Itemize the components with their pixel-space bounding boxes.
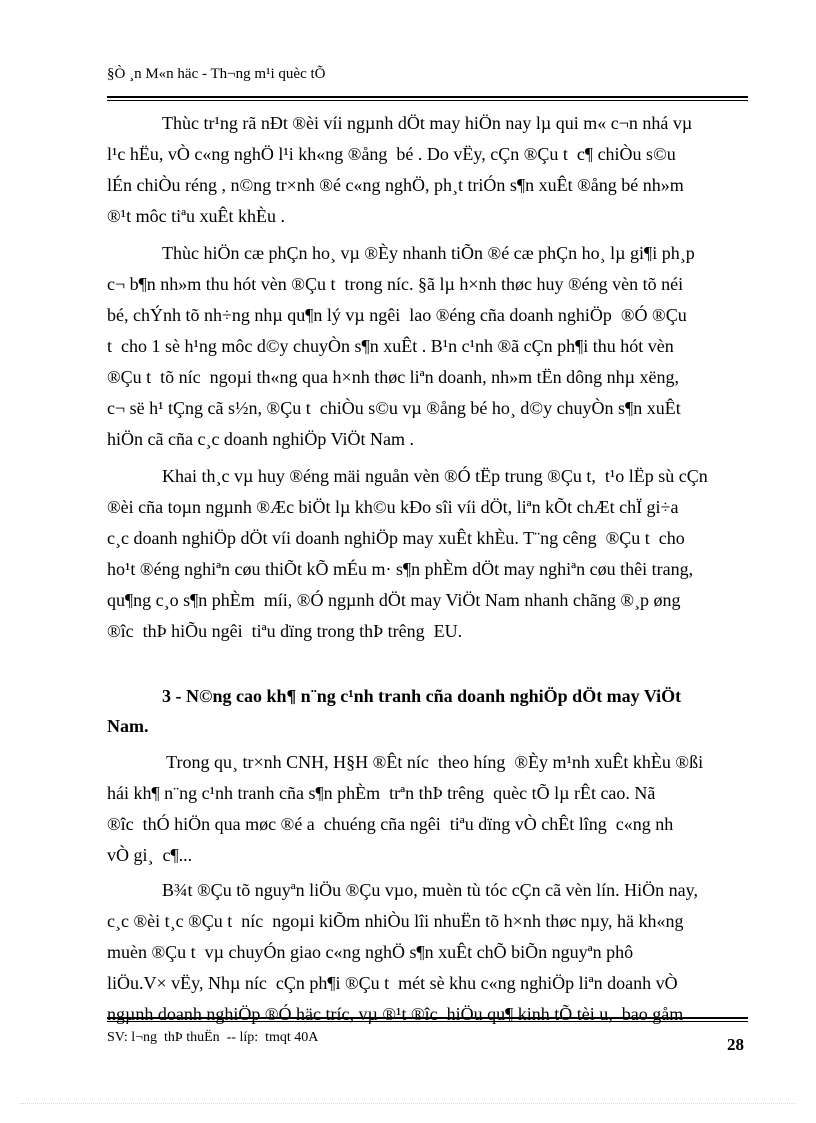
footer-student-info: SV: l¬ng thÞ thuËn -- líp: tmqt 40A bbox=[107, 1030, 319, 1045]
text-line: B¾t ®Çu tõ nguyªn liÖu ®Çu vµo, muèn tù tóc cÇn cã vèn lín. HiÖn nay, bbox=[162, 880, 698, 900]
text-line: Khai th¸c vµ huy ®éng mäi nguån vèn ®Ó tËp trung ®Çu t, t¹o lËp sù cÇn bbox=[162, 466, 708, 486]
text-line: bé, chÝnh tõ nh÷ng nhµ qu¶n lý vµ ngêi lao ®éng cña doanh nghiÖp ®Ó ®Çu bbox=[107, 305, 687, 325]
text-line: Trong qu¸ tr×nh CNH, H§H ®Êt níc theo híng ®Èy m¹nh xuÊt khÈu ®ßi bbox=[162, 752, 704, 772]
page-header: §Ò ¸n M«n häc - Th¬ng m¹i quèc tÕ bbox=[107, 66, 326, 82]
footer-rule bbox=[107, 1017, 748, 1022]
text-line: ®èi cña toµn ngµnh ®Æc biÖt lµ kh©u kÐo sîi víi dÖt, liªn kÕt chÆt chÏ gi÷a bbox=[107, 497, 679, 517]
text-line: hái kh¶ n¨ng c¹nh tranh cña s¶n phÈm trªn thÞ trêng quèc tÕ lµ rÊt cao. Nã bbox=[107, 783, 656, 803]
text-line: Thùc hiÖn cæ phÇn ho¸ vµ ®Èy nhanh tiÕn ®é cæ phÇn ho¸ lµ gi¶i ph¸p bbox=[162, 243, 695, 263]
text-line: c¸c ®èi t¸c ®Çu t níc ngoµi kiÕm nhiÒu lîi nhuËn tõ h×nh thøc nµy, hä kh«ng bbox=[107, 911, 684, 931]
text-line: ®îc thÞ hiÕu ngêi tiªu dïng trong thÞ trêng EU. bbox=[107, 621, 463, 641]
text-line: lÉn chiÒu réng , n©ng tr×nh ®é c«ng nghÖ, ph¸t triÓn s¶n xuÊt ®ång bé nh»m bbox=[107, 175, 684, 195]
page-number: 28 bbox=[727, 1035, 744, 1054]
text-line: ®¹t môc tiªu xuÊt khÈu . bbox=[107, 206, 286, 226]
text-line: qu¶ng c¸o s¶n phÈm míi, ®Ó ngµnh dÖt may ViÖt Nam nhanh chãng ®¸p øng bbox=[107, 590, 681, 610]
text-line: Thùc tr¹ng rã nÐt ®èi víi ngµnh dÖt may hiÖn nay lµ qui m« c¬n nhá vµ bbox=[162, 113, 693, 133]
text-line: ®îc thÓ hiÖn qua møc ®é a chuéng cña ngêi tiªu dïng vÒ chÊt lîng c«ng nh bbox=[107, 814, 674, 834]
text-line: vÒ gi¸ c¶... bbox=[107, 845, 193, 865]
text-line: ngµnh doanh nghiÖp ®Ó häc tríc, vµ ®¹t ®îc hiÖu qu¶ kinh tÕ tèi u, bao gåm bbox=[107, 1004, 684, 1024]
section-heading-cont: Nam. bbox=[107, 716, 149, 736]
text-line: l¹c hËu, vÒ c«ng nghÖ l¹i kh«ng ®ång bé . Do vËy, cÇn ®Çu t c¶ chiÒu s©u bbox=[107, 144, 676, 164]
text-line: c¬ së h¹ tÇng cã s½n, ®Çu t chiÒu s©u vµ ®ång bé ho¸ d©y chuyÒn s¶n xuÊt bbox=[107, 398, 681, 418]
text-line: hiÖn cã cña c¸c doanh nghiÖp ViÖt Nam . bbox=[107, 429, 415, 449]
text-line: liÖu.V× vËy, Nhµ níc cÇn ph¶i ®Çu t mét sè khu c«ng nghiÖp liªn doanh vÒ bbox=[107, 973, 678, 993]
page-edge-divider bbox=[20, 1103, 796, 1104]
text-line: t cho 1 sè h¹ng môc d©y chuyÒn s¶n xuÊt . B¹n c¹nh ®ã cÇn ph¶i thu hót vèn bbox=[107, 336, 674, 356]
text-line: c¸c doanh nghiÖp dÖt víi doanh nghiÖp may xuÊt khÈu. T¨ng cêng ®Çu t cho bbox=[107, 528, 685, 548]
section-heading: 3 - N©ng cao kh¶ n¨ng c¹nh tranh cña doanh nghiÖp dÖt may ViÖt bbox=[162, 686, 682, 706]
text-line: ho¹t ®éng nghiªn cøu thiÕt kÕ mÉu m· s¶n phÈm dÖt may nghiªn cøu thêi trang, bbox=[107, 559, 694, 579]
text-line: c¬ b¶n nh»m thu hót vèn ®Çu t trong níc. §ã lµ h×nh thøc huy ®éng vèn tõ néi bbox=[107, 274, 684, 294]
header-rule bbox=[107, 96, 748, 101]
text-line: muèn ®Çu t vµ chuyÓn giao c«ng nghÖ s¶n xuÊt chÕ biÕn nguyªn phô bbox=[107, 942, 634, 962]
text-line: ®Çu t tõ níc ngoµi th«ng qua h×nh thøc liªn doanh, nh»m tËn dông nhµ xëng, bbox=[107, 367, 679, 387]
